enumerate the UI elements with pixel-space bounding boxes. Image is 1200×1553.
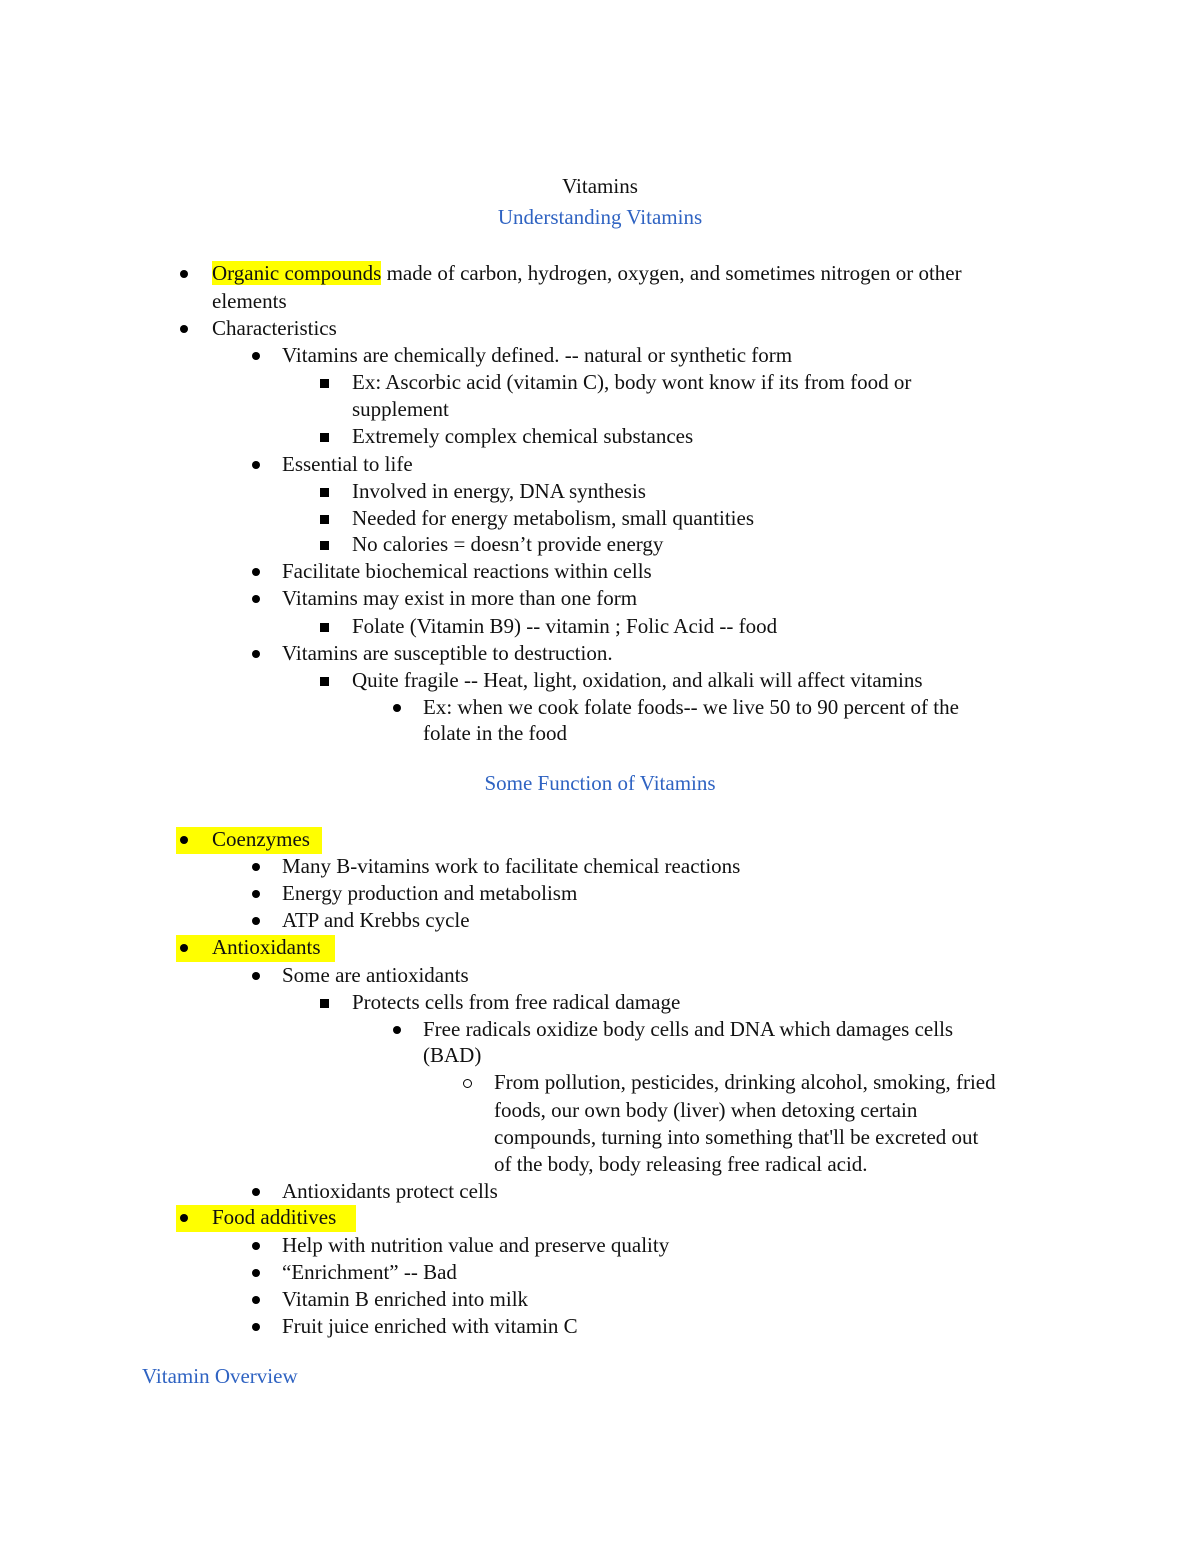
list-item-text: No calories = doesn’t provide energy [352,532,664,556]
list-item-continuation: compounds, turning into something that'll be excreted out [494,1125,979,1149]
list-item-text: Energy production and metabolism [282,881,578,905]
list-item-text: Fruit juice enriched with vitamin C [282,1314,578,1338]
bullet-dot-icon [252,890,260,898]
bullet-dot-icon [252,568,260,576]
bullet-square-icon [320,677,329,686]
section-heading-overview: Vitamin Overview [142,1364,298,1388]
section-heading-functions: Some Function of Vitamins [484,771,716,795]
section-heading-understanding: Understanding Vitamins [497,205,703,229]
bullet-square-icon [320,999,329,1008]
list-item-continuation: foods, our own body (liver) when detoxing certain [494,1098,918,1122]
list-item-text: Folate (Vitamin B9) -- vitamin ; Folic Acid -- food [352,614,778,638]
list-item-text: Facilitate biochemical reactions within cells [282,559,652,583]
bullet-dot-icon [180,270,188,278]
bullet-dot-icon [393,1026,401,1034]
list-item-text: “Enrichment” -- Bad [282,1260,457,1284]
document-title: Vitamins [562,174,638,198]
bullet-dot-icon [252,1188,260,1196]
list-item-text: Vitamins may exist in more than one form [282,586,638,610]
bullet-dot-icon [393,704,401,712]
bullet-dot-icon [252,1242,260,1250]
bullet-dot-icon [252,917,260,925]
list-item-continuation: folate in the food [423,721,568,745]
bullet-square-icon [320,488,329,497]
list-item-text: Extremely complex chemical substances [352,424,694,448]
bullet-dot-icon [252,972,260,980]
list-item-continuation: (BAD) [423,1043,482,1067]
list-item-text: Ex: when we cook folate foods-- we live 50 to 90 percent of the [423,695,959,719]
list-item-text: Characteristics [212,316,337,340]
list-item-text: Some are antioxidants [282,963,469,987]
list-item-text: Vitamins are chemically defined. -- natural or synthetic form [282,343,793,367]
bullet-square-icon [320,433,329,442]
highlighted-term: Food additives [212,1205,337,1229]
bullet-dot-icon [180,325,188,333]
list-item-text: Essential to life [282,452,413,476]
bullet-square-icon [320,379,329,388]
bullet-dot-icon [180,944,188,952]
list-item-text: Needed for energy metabolism, small quantities [352,506,755,530]
list-item-continuation: supplement [352,397,449,421]
list-item-text: Vitamin B enriched into milk [282,1287,529,1311]
bullet-dot-icon [252,352,260,360]
highlighted-term: Antioxidants [212,935,321,959]
list-item-text: Free radicals oxidize body cells and DNA which damages cells [423,1017,954,1041]
list-item-text: Vitamins are susceptible to destruction. [282,641,613,665]
bullet-dot-icon [252,461,260,469]
bullet-circle-icon [463,1079,472,1088]
list-item-text: From pollution, pesticides, drinking alcohol, smoking, fried [494,1070,996,1094]
bullet-square-icon [320,541,329,550]
list-item-continuation: of the body, body releasing free radical acid. [494,1152,868,1176]
list-item-text: Many B-vitamins work to facilitate chemical reactions [282,854,741,878]
bullet-dot-icon [252,863,260,871]
list-item-text: Involved in energy, DNA synthesis [352,479,646,503]
list-item-text: Quite fragile -- Heat, light, oxidation, and alkali will affect vitamins [352,668,923,692]
bullet-dot-icon [252,595,260,603]
bullet-dot-icon [252,650,260,658]
list-item-continuation: elements [212,289,287,313]
bullet-dot-icon [252,1296,260,1304]
list-item-text: ATP and Krebbs cycle [282,908,470,932]
highlighted-term: Coenzymes [212,827,310,851]
bullet-square-icon [320,623,329,632]
list-item-text: Help with nutrition value and preserve quality [282,1233,670,1257]
bullet-dot-icon [252,1269,260,1277]
bullet-square-icon [320,515,329,524]
bullet-dot-icon [180,1214,188,1222]
list-item-text: Protects cells from free radical damage [352,990,681,1014]
bullet-dot-icon [252,1323,260,1331]
list-item-text: made of carbon, hydrogen, oxygen, and sometimes nitrogen or other [381,261,962,285]
highlighted-term: Organic compounds [212,261,382,285]
bullet-dot-icon [180,836,188,844]
list-item-text: Antioxidants protect cells [282,1179,498,1203]
list-item-text: Ex: Ascorbic acid (vitamin C), body wont know if its from food or [352,370,912,394]
